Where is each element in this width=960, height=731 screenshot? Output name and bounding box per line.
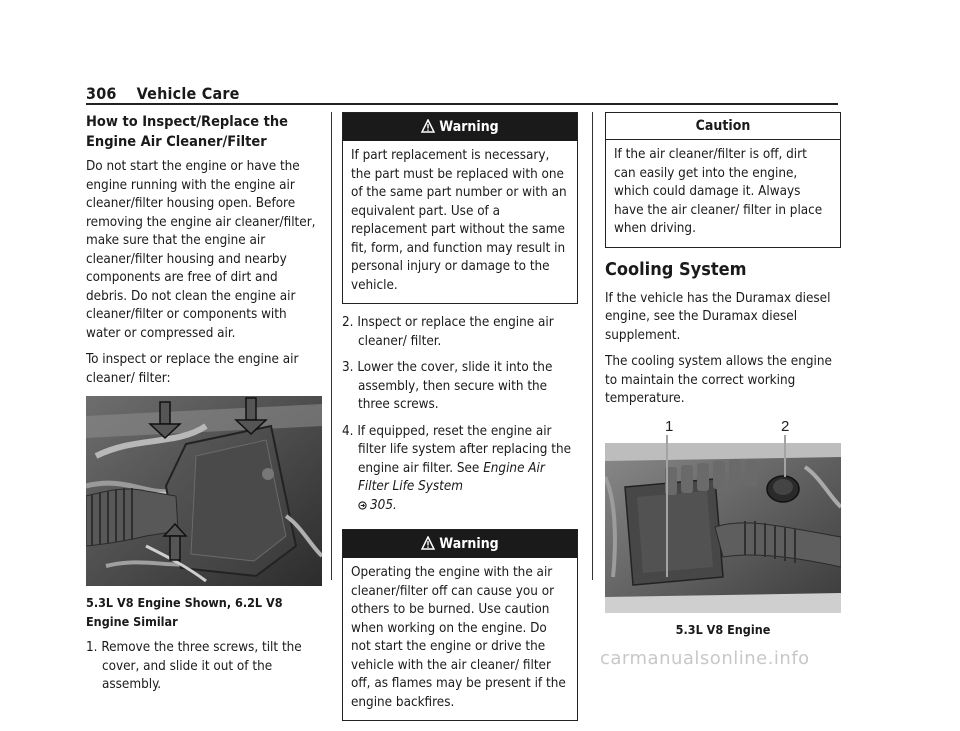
caution-text: If the air cleaner/filter is off, dirt can easily get into the engine, which could damage it. Always have the air cleaner/ filter in place when driving. bbox=[614, 147, 823, 236]
section-heading-air-filter: How to Inspect/Replace the Engine Air Cleaner/Filter bbox=[86, 114, 289, 150]
header-rule bbox=[86, 103, 838, 105]
callout-1: 1 bbox=[665, 417, 674, 435]
paragraph: If the vehicle has the Duramax diesel engine, see the Duramax diesel supplement. bbox=[605, 290, 831, 343]
page-reference-number: 305 bbox=[370, 497, 393, 513]
warning-text: If part replacement is necessary, the part must be replaced with one of the same part number or with an equivalent part. Use of a replacement part without the same fit, form, and function may result in personal injury or damage to the vehicle. bbox=[351, 148, 567, 293]
callout-2: 2 bbox=[781, 417, 790, 435]
column-2 bbox=[342, 112, 578, 731]
warning-triangle-icon bbox=[421, 536, 435, 550]
paragraph: To inspect or replace the engine air cleaner/ filter: bbox=[86, 352, 299, 386]
warning-triangle-icon bbox=[421, 119, 435, 133]
column-1 bbox=[86, 112, 322, 703]
warning-text: Operating the engine with the air cleaner/filter off can cause you or others to be burned. Use caution when working on the engine. Do not start the engine or drive the vehicle with the air cleaner/ filter off, as flames may be present if the engine backfires. bbox=[351, 565, 566, 710]
page-header bbox=[86, 84, 240, 103]
warning-title: Warning bbox=[439, 536, 499, 552]
watermark: carmanualsonline.info bbox=[600, 648, 810, 669]
page-reference[interactable]: 305. bbox=[358, 498, 397, 513]
column-divider bbox=[331, 112, 332, 580]
step-4 bbox=[342, 423, 578, 516]
step-4-text: 4. If equipped, reset the engine air filter life system after replacing the engine air filter. See bbox=[342, 423, 571, 476]
page-reference-icon bbox=[358, 501, 367, 510]
warning-header bbox=[343, 113, 577, 141]
step-2: 2. Inspect or replace the engine air cleaner/ filter. bbox=[342, 315, 554, 349]
figure-caption: 5.3L V8 Engine Shown, 6.2L V8 Engine Similar bbox=[86, 595, 283, 629]
cooling-system-photo bbox=[605, 417, 841, 617]
section-title: Vehicle Care bbox=[136, 84, 240, 103]
page-number: 306 bbox=[86, 84, 117, 103]
section-heading-cooling-system: Cooling System bbox=[605, 258, 747, 280]
warning-box bbox=[342, 529, 578, 721]
column-divider bbox=[592, 112, 593, 580]
engine-bay-illustration bbox=[605, 417, 841, 617]
warning-title: Warning bbox=[439, 119, 499, 135]
warning-header bbox=[343, 530, 577, 558]
figure-caption: 5.3L V8 Engine bbox=[675, 621, 771, 637]
engine-bay-illustration bbox=[86, 396, 322, 586]
cross-reference-link[interactable]: Engine Air Filter Life System bbox=[358, 460, 545, 494]
step-1: 1. Remove the three screws, tilt the cover, and slide it out of the assembly. bbox=[86, 640, 302, 692]
paragraph: The cooling system allows the engine to maintain the correct working temperature. bbox=[605, 354, 832, 406]
column-3 bbox=[605, 112, 841, 647]
engine-air-filter-photo bbox=[86, 396, 322, 586]
caution-title: Caution bbox=[606, 113, 840, 140]
step-3: 3. Lower the cover, slide it into the assembly, then secure with the three screws. bbox=[342, 360, 553, 412]
warning-box bbox=[342, 112, 578, 304]
caution-box bbox=[605, 112, 841, 248]
paragraph: Do not start the engine or have the engine running with the engine air cleaner/filter housing open. Before removing the engine air cleaner/filter, make sure that the engine air cleaner/filter housing and nearby components are free of dirt and debris. Do not clean the engine air cleaner/filter or components with water or compressed air. bbox=[86, 159, 316, 341]
